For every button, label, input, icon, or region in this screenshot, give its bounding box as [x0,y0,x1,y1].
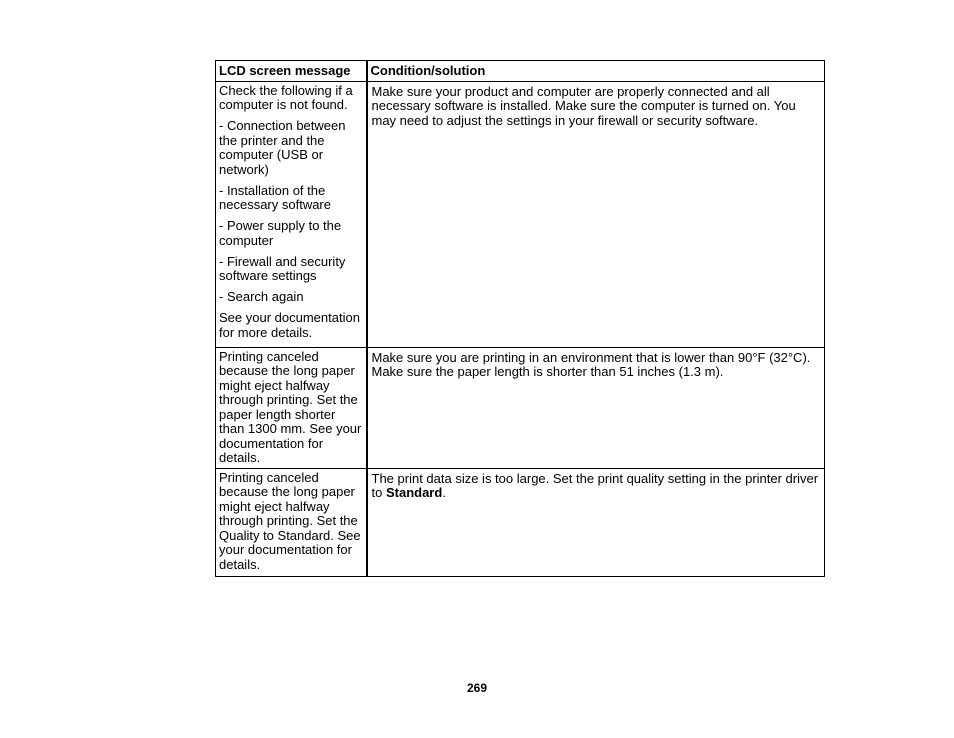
message-cell: Printing canceled because the long paper might eject halfway through printing. Set the paper length shorter than 1300 mm. See your documentation for details. [216,347,367,468]
message-paragraph: See your documentation for more details. [219,310,360,340]
solution-cell: Make sure your product and computer are properly connected and all necessary software is installed. Make sure the computer is turned on. You may need to adjust the settings in your firewall or security software. [367,81,825,347]
header-lcd-screen-message: LCD screen message [216,61,367,82]
header-condition-solution: Condition/solution [367,61,825,82]
solution-period: . [442,485,446,500]
solution-cell [367,468,825,576]
table-header-row [216,61,825,82]
message-cell [216,81,367,347]
standard-setting-bold: Standard [385,485,443,500]
message-cell: Printing canceled because the long paper might eject halfway through printing. Set the Quality to Standard. See your documentation for details. [216,468,367,576]
table-row [216,468,825,576]
message-paragraph: - Firewall and security software settings [219,253,346,283]
message-paragraph: - Search again [219,289,304,304]
message-paragraph: Check the following if a computer is not found. [219,82,353,112]
message-paragraph: - Installation of the necessary software [219,182,331,212]
page-number: 269 [466,681,488,695]
table-row [216,347,825,468]
solution-text: The print data size is too large. Set the print quality setting in the printer driver to [371,470,819,500]
message-paragraph: - Power supply to the computer [219,218,342,248]
message-paragraph: - Connection between the printer and the computer (USB or network) [219,118,346,177]
table-row [216,81,825,347]
solution-cell: Make sure you are printing in an environment that is lower than 90°F (32°C). Make sure the paper length is shorter than 51 inches (1.3 m). [367,347,825,468]
lcd-message-table [215,60,825,577]
